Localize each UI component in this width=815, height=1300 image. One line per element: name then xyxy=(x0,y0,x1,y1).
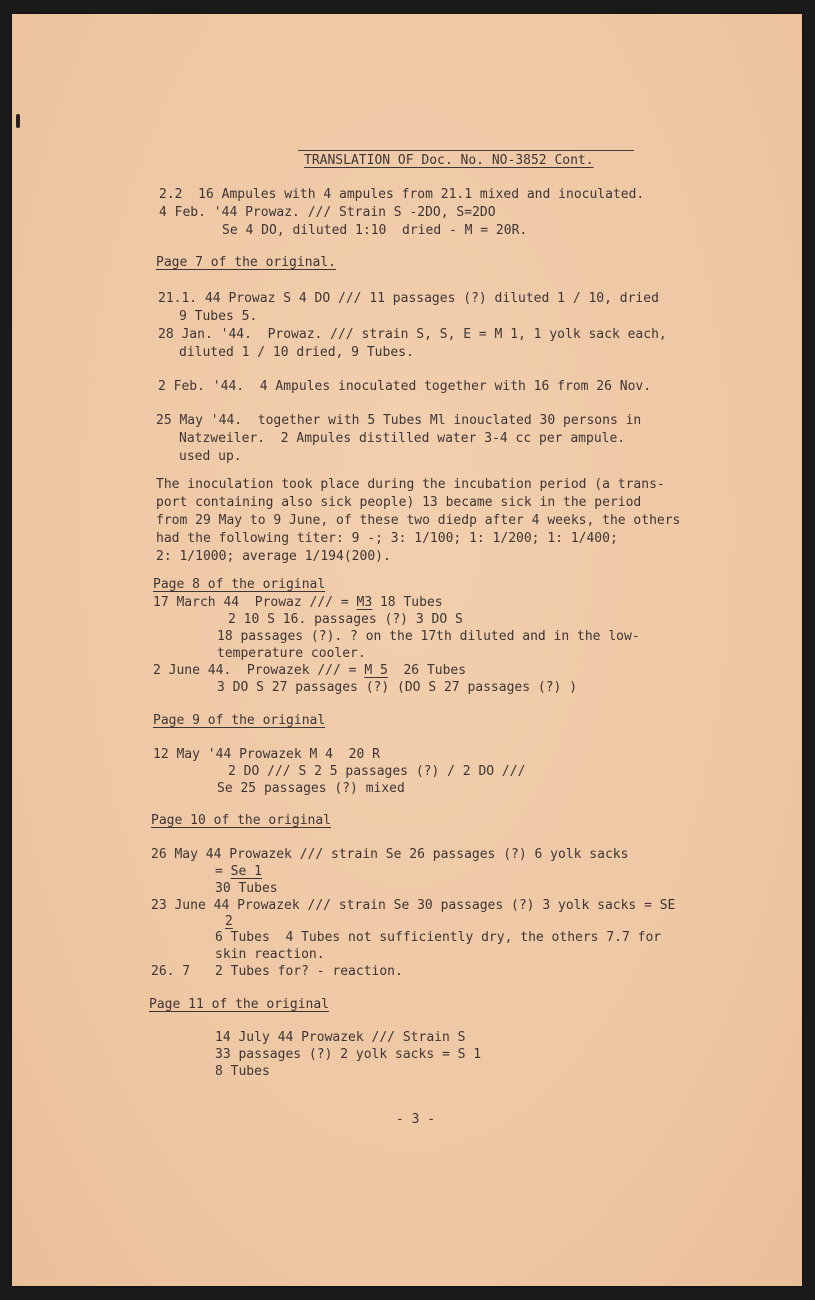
document-page xyxy=(12,14,802,1286)
text-line: had the following titer: 9 -; 3: 1/100; 1: 1/200; 1: 1/400; xyxy=(156,531,618,546)
text-line: 23 June 44 Prowazek /// strain Se 30 passages (?) 3 yolk sacks = SE xyxy=(151,898,676,913)
text-line: 2: 1/1000; average 1/194(200). xyxy=(156,549,391,564)
text-line: 2 10 S 16. passages (?) 3 DO S xyxy=(228,612,463,627)
section-heading: Page 7 of the original. xyxy=(156,255,337,270)
text-line: 12 May '44 Prowazek M 4 20 R xyxy=(153,747,380,762)
text-line: 14 July 44 Prowazek /// Strain S xyxy=(215,1030,466,1045)
text-line: 8 Tubes xyxy=(215,1064,270,1079)
text-line: Natzweiler. 2 Ampules distilled water 3-4 cc per ampule. xyxy=(179,431,626,446)
text-line: 2 June 44. Prowazek /// = M 5 26 Tubes xyxy=(153,663,467,678)
section-heading: Page 11 of the original xyxy=(149,997,330,1012)
text-line: Se 4 DO, diluted 1:10 dried - M = 20R. xyxy=(222,223,528,238)
text-line: 25 May '44. together with 5 Tubes Ml inouclated 30 persons in xyxy=(156,413,642,428)
text-line: 2 xyxy=(225,914,233,929)
text-line: 2 Tubes for? - reaction. xyxy=(215,964,403,979)
section-heading: Page 8 of the original xyxy=(153,577,326,592)
text-line: 33 passages (?) 2 yolk sacks = S 1 xyxy=(215,1047,482,1062)
section-heading: Page 9 of the original xyxy=(153,713,326,728)
section-heading: Page 10 of the original xyxy=(151,813,332,828)
text-line: 2.2 16 Ampules with 4 ampules from 21.1 mixed and inoculated. xyxy=(159,187,645,202)
text-line: 21.1. 44 Prowaz S 4 DO /// 11 passages (?) diluted 1 / 10, dried xyxy=(158,291,659,306)
text-line: 26. 7 xyxy=(151,964,191,979)
text-line: skin reaction. xyxy=(215,947,325,962)
text-line: 26 May 44 Prowazek /// strain Se 26 passages (?) 6 yolk sacks xyxy=(151,847,629,862)
text-line: 18 passages (?). ? on the 17th diluted and in the low- xyxy=(217,629,640,644)
text-line: 2 DO /// S 2 5 passages (?) / 2 DO /// xyxy=(228,764,526,779)
text-line: from 29 May to 9 June, of these two diedp after 4 weeks, the others xyxy=(156,513,681,528)
punch-hole-mark xyxy=(16,114,20,128)
text-line: 17 March 44 Prowaz /// = M3 18 Tubes xyxy=(153,595,443,610)
text-line: 2 Feb. '44. 4 Ampules inoculated together with 16 from 26 Nov. xyxy=(158,379,652,394)
text-line: 28 Jan. '44. Prowaz. /// strain S, S, E = M 1, 1 yolk sack each, xyxy=(158,327,667,342)
text-line: 9 Tubes 5. xyxy=(179,309,258,324)
text-line: 30 Tubes xyxy=(215,881,278,896)
text-line: The inoculation took place during the incubation period (a trans- xyxy=(156,477,665,492)
text-line: 6 Tubes 4 Tubes not sufficiently dry, the others 7.7 for xyxy=(215,930,662,945)
text-line: temperature cooler. xyxy=(217,646,366,661)
doc-header: TRANSLATION OF Doc. No. NO-3852 Cont. xyxy=(304,153,594,168)
text-line: Se 25 passages (?) mixed xyxy=(217,781,405,796)
text-line: 4 Feb. '44 Prowaz. /// Strain S -2DO, S=2DO xyxy=(159,205,496,220)
text-line: diluted 1 / 10 dried, 9 Tubes. xyxy=(179,345,414,360)
text-line: = Se 1 xyxy=(215,864,262,879)
text-line: port containing also sick people) 13 became sick in the period xyxy=(156,495,642,510)
header-rule xyxy=(298,150,634,151)
page-number: - 3 - xyxy=(396,1112,436,1127)
text-line: used up. xyxy=(179,449,242,464)
text-line: 3 DO S 27 passages (?) (DO S 27 passages (?) ) xyxy=(217,680,578,695)
